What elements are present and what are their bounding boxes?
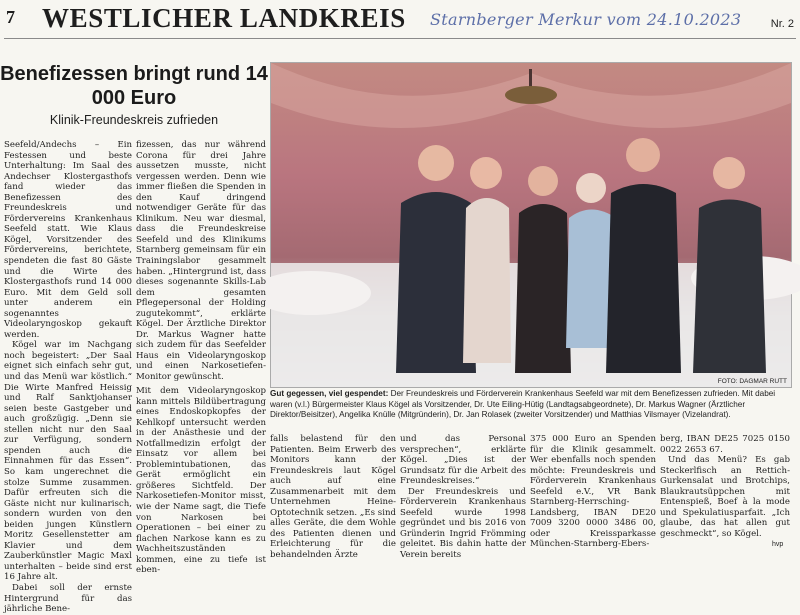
paragraph: Kögel war im Nachgang noch begeistert: „Der Saal eignet sich einfach sehr gut, und das Menü war köstlich.“ Die Wirte Manfred Heissig und Ralf Sanktjohanser seien beste Gastgeber und auch großzügig. „Denn sie stellen nicht nur den Saal zur Verfügung, sondern spenden auch die Einnahmen für das Essen“. So kam ungerechnet die stolze Summe zusammen. Dafür erfreuten sich die Gäste nicht nur kulinarisch, sondern wurden von den beiden jungen Künstlern Moritz Gesellenstetter am Klavier und dem Zauberkünstler Magic Maxl unterhalten – beide sind erst 16 Jahre alt. xyxy=(4,340,132,583)
paragraph: falls belastend für den Patienten. Beim Erwerb des Monitors kann der Freundeskreis laut Kögel auch auf eine Zusammenarbeit mit dem Unternehmen Heine-Optotechnik setzen. „Es sind alles Geräte, die dem Wohle des Patienten dienen und Erleichterung für die behandelnden Ärzte xyxy=(270,434,396,561)
section-title: WESTLICHER LANDKREIS xyxy=(42,3,406,33)
author-signature: hvp xyxy=(772,541,784,548)
paragraph: Und das Menü? Es gab Steckerlfisch an Rettich-Gurkensalat und Brotchips, Blaukrautsüppchen mit Entenspieß, Boef à la mode und Spekulatiusparfait. „Ich glaube, das hat allen gut geschmeckt“, so Kögel. xyxy=(660,455,790,539)
issue-number: Nr. 2 xyxy=(770,18,794,30)
article-heading xyxy=(0,62,268,127)
body-column-1 xyxy=(4,140,132,615)
headline: Benefizessen bringt rund 14 000 Euro xyxy=(0,63,268,109)
caption-lead: Gut gegessen, viel gespendet: xyxy=(270,389,389,398)
handwritten-source-note: Starnberger Merkur vom 24.10.2023 xyxy=(430,10,742,29)
body-column-4 xyxy=(400,434,526,561)
header-divider xyxy=(4,38,796,39)
paragraph: und das Personal versprechen“, erklärte Kögel. „Dies ist der Grundsatz für die Arbeit des Freundeskreises.“ xyxy=(400,434,526,487)
paragraph: berg, IBAN DE25 7025 0150 0022 2653 67. xyxy=(660,434,790,455)
paragraph: Der Freundeskreis und Förderverein Krankenhaus Seefeld wurde 1998 gegründet und bis 2016 von Gründerin Ingrid Frömming geleitet. Bis dahin hatte der Verein bereits xyxy=(400,486,526,561)
paragraph: fizessen, das nur während Corona für drei Jahre aussetzen musste, nicht vergessen werden. Denn wie immer fließen die Spenden in den Kauf dringend notwendiger Geräte für das Klinikum. Neu war diesmal, dass die Freundeskreise Seefeld und des Klinikums Starnberg gemeinsam für ein Trainingslabor gesammelt haben. „Hintergrund ist, dass dieses sogenannte Skills-Lab dem gesamten Pflegepersonal der Holding zugutekommt“, erklärte Kögel. Der Ärztliche Direktor Dr. Markus Wagner hatte sich zudem für das Seefelder Haus ein Videolaryngoskop und einen Narkosetiefen-Monitor gewünscht. xyxy=(136,140,266,383)
body-column-3 xyxy=(270,434,396,561)
photo-caption xyxy=(270,389,790,421)
paragraph: Mit dem Videolaryngoskop kann mittels Bildübertragung eines Endoskopkopfes der Kehlkopf untersucht werden in der Anästhesie und der Notfallmedizin erfolgt der Einsatz vor allem bei Problemintubationen, das Gerät ermöglicht ein größeres Sichtfeld. Der Narkosetiefen-Monitor misst, wie der Name sagt, die Tiefe von Narkosen bei Operationen – bei einer zu flachen Narkose kann es zu Wachheitszuständen kommen, eine zu tiefe ist eben- xyxy=(136,386,266,576)
article-photo xyxy=(270,62,792,388)
photo-credit: FOTO: DAGMAR RUTT xyxy=(717,378,787,385)
caption-text: Der Freundeskreis und Förderverein Krankenhaus Seefeld war mit dem Benefizessen zufrieden. Mit dabei waren (v.l.) Bürgermeister Klaus Kögel als Vorsitzender, Dr. Ute Eiling-Hütig (Landtagsabgeordnete), Dr. Markus Wagner (Ärztlicher Direktor/Beisitzer), Angelika Knülle (Mitgründerin), Dr. Jan Rolasek (zweiter Vorsitzender) und Matthias Vilsmayer (Vizelandrat). xyxy=(270,389,776,420)
page-number: 7 xyxy=(6,7,15,27)
paragraph: Seefeld/Andechs – Ein Festessen und beste Unterhaltung: Im Saal des Andechser Klostergasthofs fand wieder das Benefizessen des Freundeskreis und Fördervereins Krankenhaus Seefeld statt. Wie Klaus Kögel, Vorsitzender des Fördervereins, berichtete, spendeten die fast 80 Gäste und die Wirte des Klostergasthofs rund 14 000 Euro. Mit dem Geld soll unter anderem ein sogenanntes Videolaryngoskop gekauft werden. xyxy=(4,140,132,340)
body-column-2 xyxy=(136,140,266,386)
paragraph: 375 000 Euro an Spenden für die Klinik gesammelt. Wer ebenfalls noch spenden möchte: Freundeskreis und Förderverein Krankenhaus Seefeld e.V., VR Bank Starnberg-Herrsching-Landsberg, IBAN DE20 7009 3200 0000 3486 00, oder Kreissparkasse München-Starnberg-Ebers- xyxy=(530,434,656,550)
body-column-6 xyxy=(660,434,790,550)
body-column-2-continued xyxy=(136,386,266,576)
paragraph: Dabei soll der ernste Hintergrund für das jährliche Bene- xyxy=(4,582,132,615)
body-column-5 xyxy=(530,434,656,550)
page-header xyxy=(0,0,800,40)
photo-illustration xyxy=(271,63,791,387)
subheadline: Klinik-Freundeskreis zufrieden xyxy=(49,113,219,127)
